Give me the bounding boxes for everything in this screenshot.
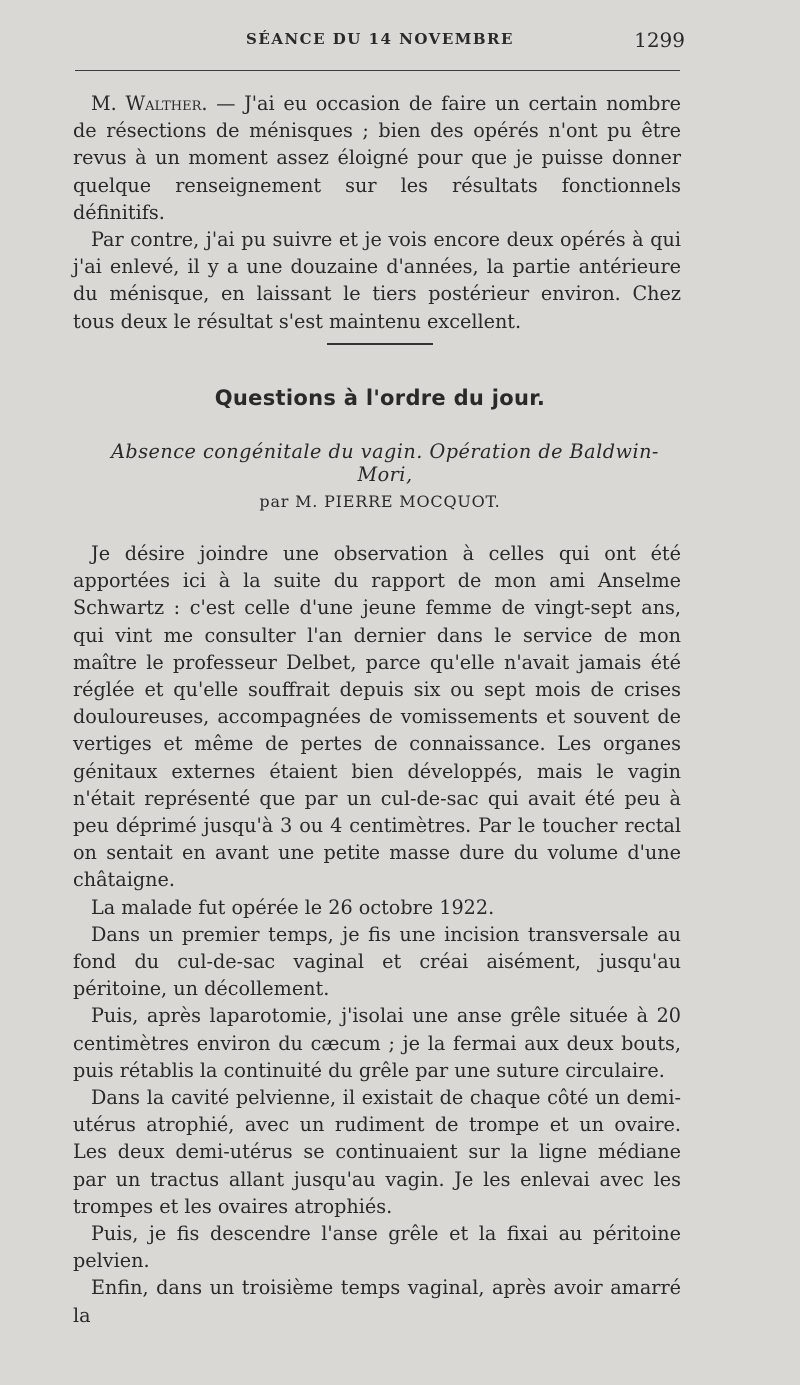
header-rule: [75, 70, 680, 71]
body-paragraph: La malade fut opérée le 26 octobre 1922.: [91, 895, 495, 919]
body-paragraph: Je désire joindre une observation à celles qui ont été apportées ici à la suite du rapport de mon ami Anselme Schwartz : c'est celle d'une jeune femme de vingt-sept ans, qui vint me consulter l'an dernier dans le service de mon maître le professeur Delbet, parce qu'elle n'avait jamais été réglée et qu'elle souffrait depuis six ou sept mois de crises douloureuses, accompagnées de vomissements et souvent de vertiges et même de pertes de connaissance. Les organes génitaux externes étaient bien développés, mais le vagin n'était représenté que par un cul-de-sac qui avait été peu à peu déprimé jusqu'à 3 ou 4 centimètres. Par le toucher rectal on sentait en avant une petite masse dure du volume d'une châtaigne.: [73, 542, 681, 892]
intro-paragraph-2: Par contre, j'ai pu suivre et je vois encore deux opérés à qui j'ai enlevé, il y a une douzaine d'années, la partie antérieure du ménisque, en laissant le tiers postérieur environ. Chez tous deux le résultat s'est maintenu excellent.: [73, 228, 681, 333]
intro-paragraph-1: [73, 90, 681, 226]
body-paragraph: Puis, je fis descendre l'anse grêle et la fixai au péritoine pelvien.: [73, 1222, 681, 1273]
byline: par M. PIERRE MOCQUOT.: [259, 492, 501, 511]
article-body: [73, 540, 681, 1329]
section-divider: [327, 343, 433, 345]
body-paragraph: Enfin, dans un troisième temps vaginal, après avoir amarré la: [73, 1276, 681, 1327]
article-title: Absence congénitale du vagin. Opération de Baldwin-Mori,: [111, 440, 659, 486]
body-paragraph: Puis, après laparotomie, j'isolai une anse grêle située à 20 centimètres environ du cæcum ; je la fermai aux deux bouts, puis rétablis la continuité du grêle par une suture circulaire.: [73, 1004, 681, 1082]
running-head: SÉANCE DU 14 NOVEMBRE: [246, 30, 514, 48]
body-paragraph: Dans la cavité pelvienne, il existait de chaque côté un demi-utérus atrophié, avec un rudiment de trompe et un ovaire. Les deux demi-utérus se continuaient sur la ligne médiane par un tractus allant jusqu'au vagin. Je les enlevai avec les trompes et les ovaires atrophiés.: [73, 1086, 681, 1218]
intro-section: [73, 90, 681, 335]
intro-paragraph-1-text: — J'ai eu occasion de faire un certain nombre de résections de ménisques ; bien des opérés n'ont pu être revus à un moment assez éloigné pour que je puisse donner quelque renseignement sur les résultats fonctionnels définitifs.: [73, 92, 681, 224]
page-header: [75, 30, 685, 60]
body-paragraph: Dans un premier temps, je fis une incision transversale au fond du cul-de-sac vaginal et créai aisément, jusqu'au péritoine, un décollement.: [73, 922, 681, 1001]
speaker-name: M. Walther.: [91, 92, 208, 115]
section-title: Questions à l'ordre du jour.: [214, 386, 546, 410]
page-number: 1299: [634, 28, 685, 52]
